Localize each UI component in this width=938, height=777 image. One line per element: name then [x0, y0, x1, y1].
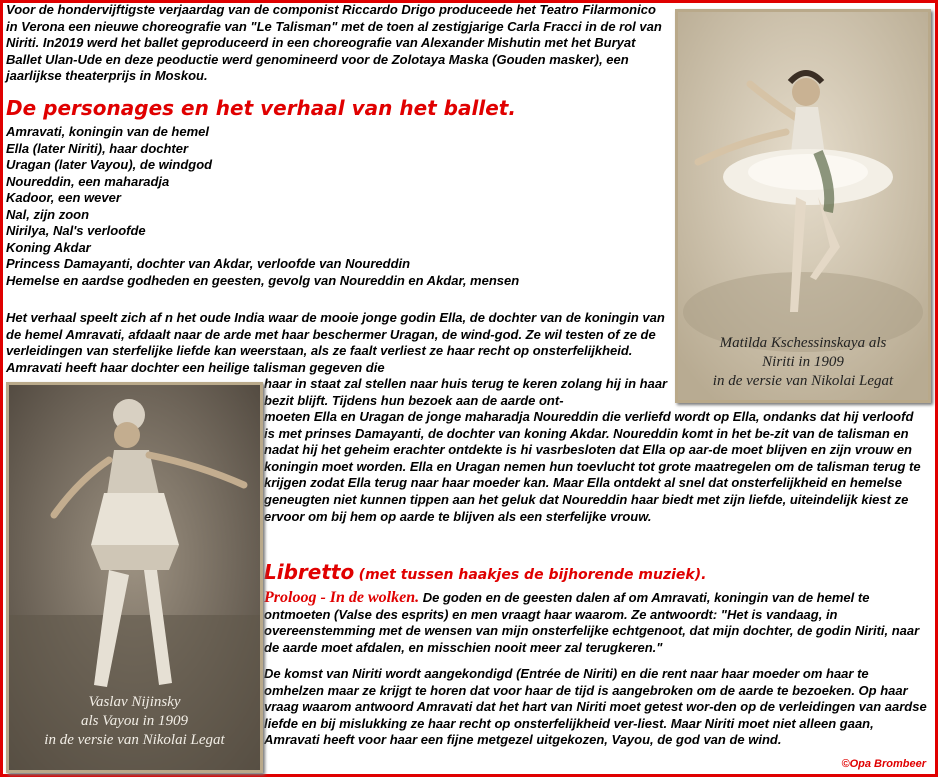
photo2-caption-line-1: Vaslav Nijinsky — [88, 694, 181, 710]
story-paragraph-part1: Het verhaal speelt zich af n het oude India waar de mooie jonge godin Ella, de dochter van de koningin van de hemel Amravati, afdaalt naar de arde met haar beschermer Uragan, de wind-god. Ze wil testen of ze de verleidingen van sterfelijke liefde kan weerstaan, als ze faalt verliest ze haar recht op onsterfelijkheid. Amravati heeft haar dochter een heilige talisman gegeven die — [6, 310, 665, 375]
character-item: Kadoor, een wever — [6, 190, 121, 205]
character-item: Noureddin, een maharadja — [6, 173, 170, 189]
character-item: Princess Damayanti, dochter van Akdar, verloofde van Noureddin — [6, 256, 411, 271]
photo-kschessinskaya — [675, 9, 931, 403]
libretto-subtitle: (met tussen haakjes de bijhorende muziek). — [358, 567, 707, 583]
character-item: Nal, zijn zoon — [6, 206, 90, 222]
character-item: Hemelse en aardse godheden en geesten, gevolg van Noureddin en Akdar, mensen — [6, 272, 520, 288]
story-paragraph-part3: moeten Ella en Uragan de jonge maharadja Noureddin die verliefd wordt op Ella, ondanks dat hij verloofd is met prinses Damayanti, de dochter van koning Akdar. Noureddin komt in het be-zit van de talisman en nadat hij het geheim erachter ontdekte is hi vasrbesloten dat Ella op aar-de moet blijven en zijn vrouw en koningin moet worden. Ella en Uragan nemen hun toevlucht tot grote maatregelen om de talisman terug te krijgen zodat Ella terug naar haar moeder kan. Maar Ella ontdekt al snel dat onsterfelijkheid en hemelse geneugten niet kunnen tippen aan het geluk dat Noureddin haar biedt met zijn liefde, uiteindelijk kiest ze ervoor om bij hem op aarde te blijven als een sterfelijke vrouw. — [264, 409, 921, 524]
story-paragraph-part2: haar in staat zal stellen naar huis terug te keren zolang hij in haar bezit blijft. Tijdens hun bezoek aan de aarde ont- — [264, 376, 668, 408]
photo-nijinsky — [6, 382, 263, 773]
character-item: Ella (later Niriti), haar dochter — [6, 140, 189, 156]
character-item: Amravati, koningin van de hemel — [6, 124, 209, 139]
section-heading: De personages en het verhaal van het ballet. — [6, 96, 516, 120]
proloog-text: De goden en de geesten dalen af om Amravati, koningin van de hemel te ontmoeten (Valse des esprits) en men vraagt haar waarom. Ze antwoordt: "Het is vandaag, in overeenstemming met de wensen van mijn onsterfelijke echtgenoot, dat mijn dochter, de godin Niriti, naar de aarde moet afdalen, en misschien nooit meer zal terugkeren." — [264, 590, 920, 655]
photo1-caption-line-3: in de versie van Nikolai Legat — [712, 373, 894, 389]
character-item: Koning Akdar — [6, 239, 91, 255]
photo2-caption-line-2: als Vayou in 1909 — [80, 713, 189, 729]
photo1-caption-line-1: Matilda Kschessinskaya als — [719, 335, 887, 351]
character-item: Uragan (later Vayou), de windgod — [6, 157, 213, 172]
character-list — [6, 124, 519, 289]
proloog-paragraph — [264, 590, 927, 656]
libretto-heading — [264, 560, 706, 584]
copyright: ©Opa Brombeer — [841, 758, 926, 770]
photo1-caption-line-2: Niriti in 1909 — [762, 354, 844, 370]
photo2-caption-line-3: in de versie van Nikolai Legat — [44, 732, 225, 748]
libretto-title: Libretto — [264, 560, 355, 584]
character-item: Nirilya, Nal's verloofde — [6, 223, 146, 238]
proloog-heading: Proloog - In de wolken. — [264, 589, 420, 606]
intro-paragraph: Voor de hondervijftigste verjaardag van de componist Riccardo Drigo produceede het Teatro Filarmonico in Verona een nieuwe choreografie van "Le Talisman" met de toen al zestigjarige Carla Fracci in de rol van Niriti. In2019 werd het ballet geproduceerd in een choreografie van Alexander Mishutin met het Buryat Ballet Ulan-Ude en deze peoductie werd genomineerd voor de Zolotaya Maska (Gouden masker), een jaarlijkse theaterprijs in Moskou. — [6, 2, 662, 84]
libretto-paragraph-2: De komst van Niriti wordt aangekondigd (Entrée de Niriti) en die rent naar haar moeder om haar te omhelzen maar ze krijgt te horen dat voor haar de tijd is aangebroken om de aarde te bezoeken. Op haar vraag waarom antwoord Amravati dat het hart van Niriti moet getest wor-den op de verleidingen van aardse liefde en bij mislukking ze haar recht op onsterfelijkheid ver-liest. Maar Niriti moet niet alleen gaan, Amravati heeft voor haar een fijne metgezel uitgekozen, Vayou, de god van de wind. — [264, 666, 927, 748]
